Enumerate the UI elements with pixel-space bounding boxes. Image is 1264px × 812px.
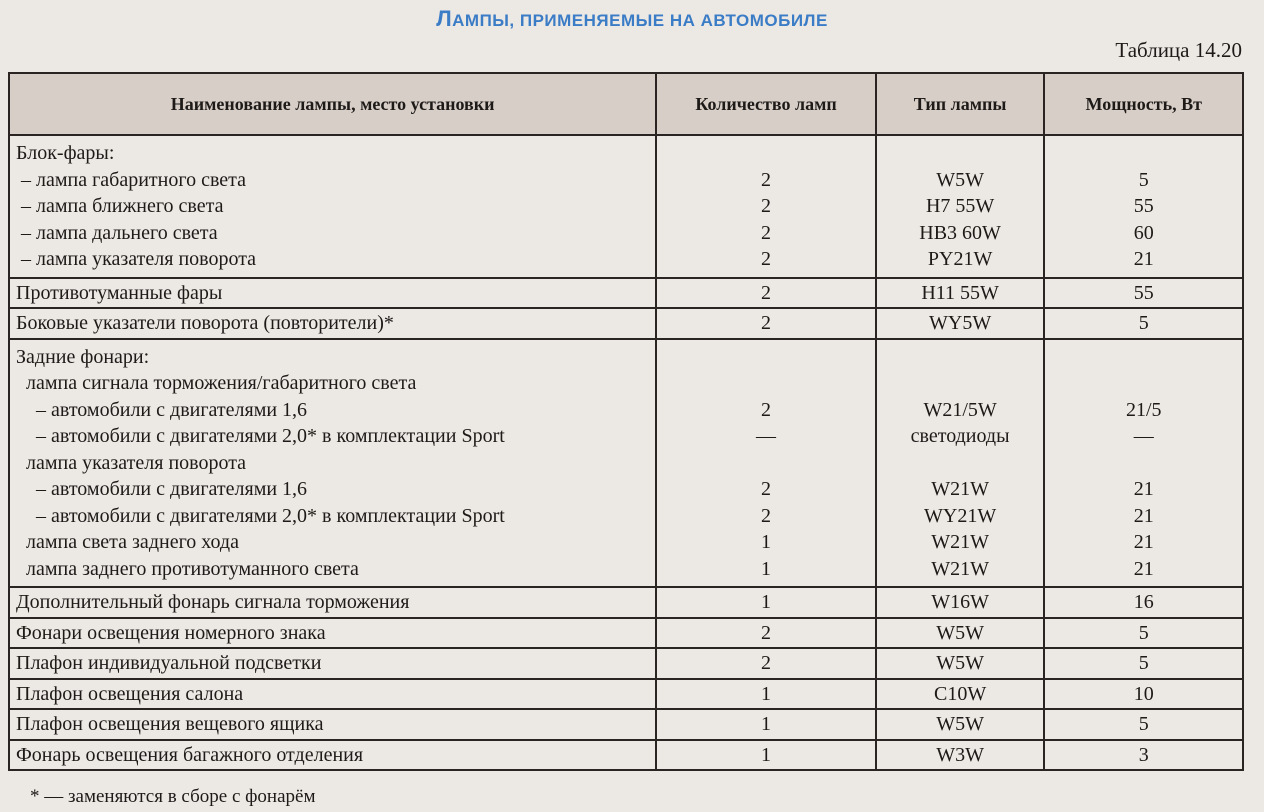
cell-power-line: 10 [1133,682,1154,705]
cell-type [876,339,1045,588]
cell-name-line: лампа света заднего хода [16,531,239,553]
page-title [0,6,1264,32]
cell-qty [656,648,875,679]
col-qty-header: Количество ламп [656,73,875,135]
cell-qty [656,135,875,278]
cell-qty-line: 1 [761,743,772,766]
cell-name [9,679,656,710]
col-name-header: Наименование лампы, место установки [9,73,656,135]
cell-type [876,740,1045,771]
cell-name [9,618,656,649]
table-row [9,740,1243,771]
cell-name-line: Блок-фары: [16,142,115,164]
cell-power [1044,709,1243,740]
cell-type-line: W21W [931,531,989,553]
cell-power [1044,308,1243,339]
cell-power-line: 21 [1133,248,1154,270]
cell-power [1044,587,1243,618]
cell-power-line [1051,370,1236,397]
cell-type-line: W21W [931,557,989,580]
cell-qty [656,339,875,588]
cell-qty [656,618,875,649]
cell-name-line: – лампа габаритного света [16,168,247,191]
cell-name [9,709,656,740]
cell-qty-line: 2 [761,221,772,244]
cell-type-line: W5W [936,621,984,644]
cell-qty [656,587,875,618]
cell-name [9,587,656,618]
cell-type-line: W5W [936,652,984,674]
cell-name-line: лампа сигнала торможения/габаритного света [16,372,417,394]
cell-power-line [1051,344,1236,371]
cell-power-line: 5 [1138,621,1149,644]
cell-name-line: Противотуманные фары [16,281,223,304]
cell-name [9,135,656,278]
cell-type-line: светодиоды [910,425,1010,447]
cell-power-line: 21/5 [1125,398,1162,421]
cell-qty-line: 2 [761,312,772,334]
table-row [9,135,1243,278]
table-row [9,339,1243,588]
cell-type [876,587,1045,618]
cell-type-line [883,140,1038,167]
cell-qty-line: 2 [761,478,772,500]
cell-qty-line: 2 [761,248,772,270]
cell-power-line: 3 [1138,743,1149,766]
cell-name-line: лампа указателя поворота [16,451,247,474]
cell-power-line [1051,450,1236,477]
cell-name [9,740,656,771]
cell-name-line: Фонари освещения номерного знака [16,621,326,644]
cell-power [1044,618,1243,649]
cell-name-line: – автомобили с двигателями 2,0* в комплектации Sport [16,425,505,447]
cell-qty-line: 2 [761,621,772,644]
cell-qty-line [663,450,868,477]
table-header [9,73,1243,135]
cell-qty [656,308,875,339]
cell-type [876,135,1045,278]
cell-name [9,339,656,588]
cell-name [9,278,656,309]
table-row [9,709,1243,740]
cell-name-line: Боковые указатели поворота (повторители)* [16,312,394,334]
cell-name-line: лампа заднего противотуманного света [16,557,359,580]
cell-name-line: – автомобили с двигателями 1,6 [16,398,308,421]
cell-type-line: W3W [936,743,984,766]
cell-power-line: 21 [1133,504,1154,527]
cell-power [1044,135,1243,278]
cell-type-line: HB3 60W [919,221,1001,244]
table-row [9,618,1243,649]
table-row [9,308,1243,339]
cell-power-line: 21 [1133,557,1154,580]
cell-power-line: 55 [1133,281,1154,304]
cell-power-line: 5 [1138,312,1149,334]
cell-name-line: – автомобили с двигателями 2,0* в комплектации Sport [16,504,505,527]
cell-qty-line: 2 [761,195,772,217]
cell-name [9,308,656,339]
title-initial: Л [436,6,453,31]
cell-qty [656,278,875,309]
cell-qty-line: 1 [761,713,772,735]
cell-qty [656,709,875,740]
cell-qty-line: 1 [761,591,772,613]
cell-power [1044,740,1243,771]
cell-power-line: 55 [1133,195,1154,217]
cell-qty-line: 1 [761,531,772,553]
cell-name-line: Задние фонари: [16,345,150,368]
cell-type [876,709,1045,740]
cell-type-line: H7 55W [925,195,995,217]
cell-name-line: – автомобили с двигателями 1,6 [16,478,308,500]
col-power-header: Мощность, Вт [1044,73,1243,135]
cell-type-line [883,370,1038,397]
cell-qty-line: 1 [761,682,772,705]
cell-qty-line: — [756,425,777,447]
cell-name [9,648,656,679]
table-row [9,679,1243,710]
cell-type [876,648,1045,679]
cell-type-line: W21W [931,478,989,500]
cell-type-line [883,344,1038,371]
cell-power-line: 21 [1133,478,1154,500]
cell-power-line: 21 [1133,531,1154,553]
cell-power-line: 60 [1133,221,1154,244]
cell-qty-line: 2 [761,398,772,421]
cell-type-line: W16W [931,591,989,613]
table-number: Таблица 14.20 [1115,38,1242,62]
cell-type-line: WY5W [929,312,992,334]
cell-name-line: – лампа дальнего света [16,221,218,244]
cell-qty-line [663,370,868,397]
cell-power-line: 5 [1138,713,1149,735]
cell-type-line: C10W [933,682,987,705]
cell-type [876,679,1045,710]
cell-type [876,308,1045,339]
cell-name-line: – лампа ближнего света [16,195,224,217]
cell-type-line: H11 55W [921,281,999,304]
col-type-header: Тип лампы [876,73,1045,135]
table-row [9,587,1243,618]
cell-name-line: Дополнительный фонарь сигнала торможения [16,591,410,613]
cell-power [1044,339,1243,588]
cell-name-line: – лампа указателя поворота [16,248,257,270]
cell-type [876,618,1045,649]
cell-type-line: PY21W [927,248,993,270]
cell-power-line: — [1133,425,1154,447]
cell-type-line [883,450,1038,477]
cell-name-line: Плафон освещения салона [16,682,244,705]
cell-power [1044,679,1243,710]
cell-qty [656,740,875,771]
cell-qty-line [663,140,868,167]
cell-power-line: 5 [1138,168,1149,191]
cell-power [1044,648,1243,679]
cell-power [1044,278,1243,309]
cell-type-line: W5W [936,168,984,191]
cell-power-line: 16 [1133,591,1154,613]
cell-type-line: W5W [936,713,984,735]
lamps-table [8,72,1244,771]
cell-power-line [1051,140,1236,167]
footnote: * — заменяются в сборе с фонарём [30,786,316,807]
cell-qty-line: 1 [761,557,772,580]
cell-qty-line: 2 [761,281,772,304]
cell-qty-line: 2 [761,168,772,191]
title-rest: АМПЫ, ПРИМЕНЯЕМЫЕ НА АВТОМОБИЛЕ [452,11,828,30]
cell-qty-line: 2 [761,652,772,674]
cell-name-line: Плафон индивидуальной подсветки [16,652,322,674]
cell-name-line: Фонарь освещения багажного отделения [16,743,364,766]
cell-type [876,278,1045,309]
table-row [9,278,1243,309]
cell-qty [656,679,875,710]
table-row [9,648,1243,679]
cell-power-line: 5 [1138,652,1149,674]
cell-qty-line: 2 [761,504,772,527]
cell-type-line: W21/5W [923,398,997,421]
cell-type-line: WY21W [924,504,997,527]
cell-name-line: Плафон освещения вещевого ящика [16,713,324,735]
cell-qty-line [663,344,868,371]
